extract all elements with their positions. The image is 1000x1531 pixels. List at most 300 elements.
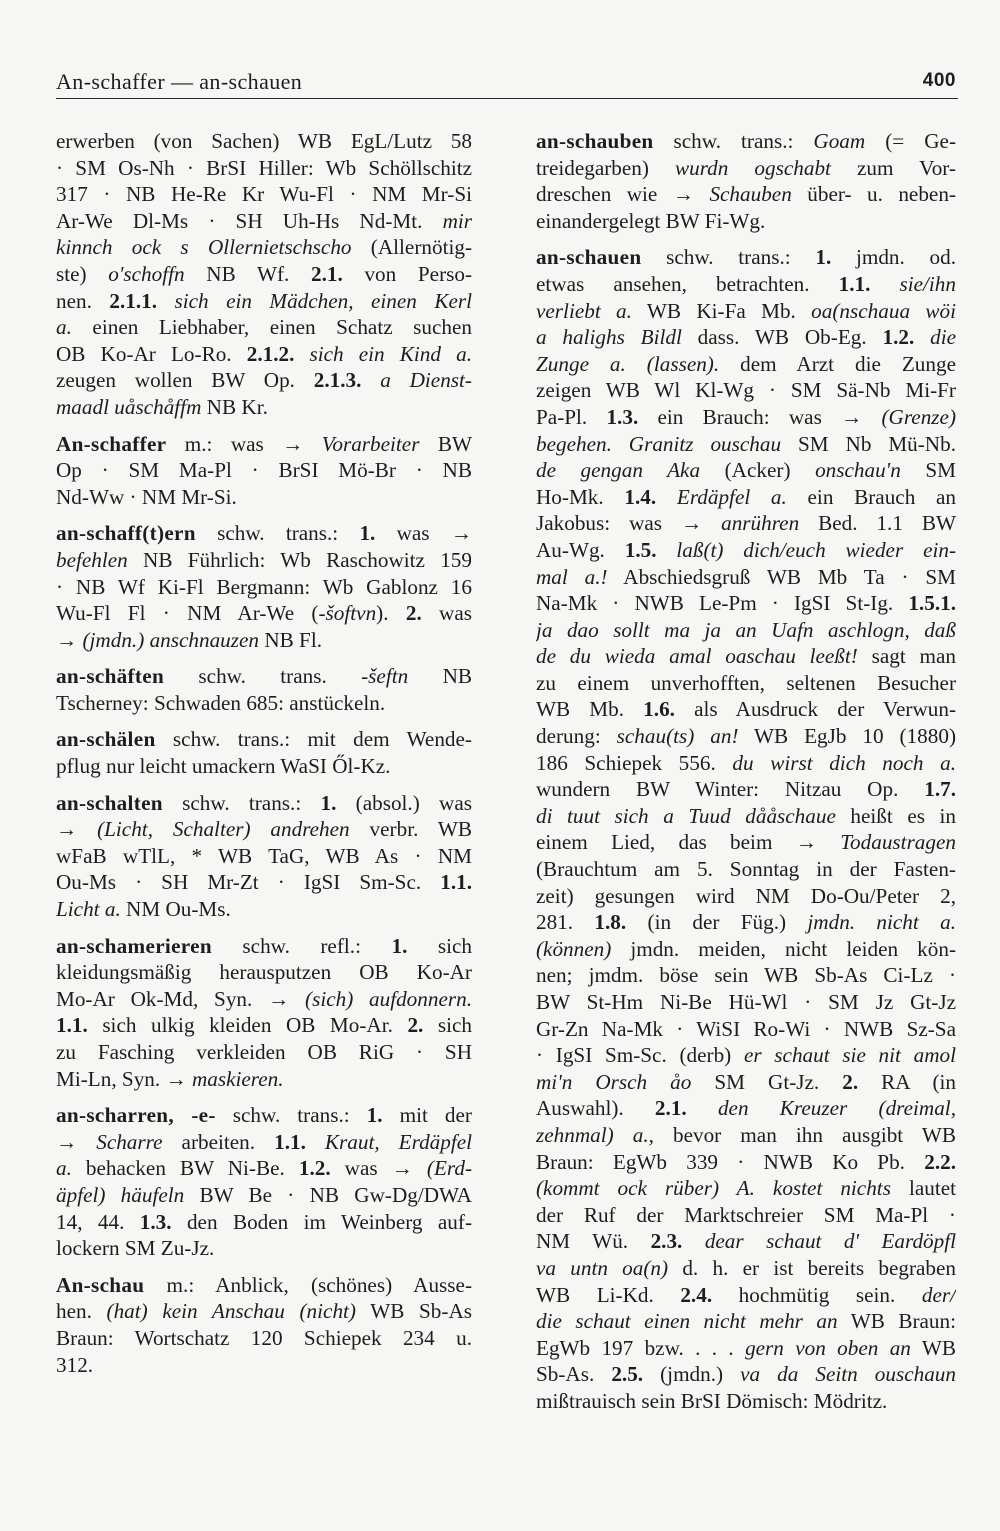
entry-text: einem Lied, das beim →: [536, 830, 841, 855]
entry-line: [56, 574, 472, 601]
entry-text: 2.: [842, 1069, 859, 1094]
entry-text: wurdn ogschabt: [675, 155, 831, 180]
entry-text: treidegarben): [536, 155, 675, 180]
entry-text: -šoftvn: [318, 601, 377, 626]
entry-text: 1.5.: [624, 537, 657, 562]
entry-line: [536, 856, 956, 883]
entry-line: [56, 1298, 472, 1325]
entry-line: [536, 1282, 956, 1309]
entry-text: SM Gt-Jz.: [691, 1069, 843, 1094]
entry-text: RA (in: [858, 1069, 956, 1094]
entry-text: wFaB wTlL, * WB TaG, WB As · NM: [56, 843, 472, 868]
entry-text: 2.4.: [680, 1282, 713, 1307]
entry-text: a.: [56, 1156, 72, 1181]
entry-text: derung:: [536, 724, 617, 749]
entry-headword: an-schauben: [536, 129, 654, 153]
entry-text: dear schaut d' Eardöpfl: [704, 1229, 956, 1254]
entry-text: 14, 44.: [56, 1209, 140, 1234]
entry-text: äpfel) häufeln: [56, 1182, 185, 1207]
entry-text: (Grenze): [881, 404, 956, 429]
entry-headword: an-schauen: [536, 245, 642, 270]
entry-line: [536, 510, 956, 537]
entry-text: Schauben: [709, 182, 792, 207]
entry-text: als Ausdruck der Verwun-: [674, 697, 956, 722]
entry-text: [157, 289, 174, 313]
entry-text: befehlen: [56, 547, 128, 572]
entry-line: [56, 1325, 472, 1352]
entry-text: 2.1.: [654, 1096, 687, 1121]
entry-line: [536, 1388, 956, 1415]
entry-line: [56, 314, 472, 341]
entry-text: 1.: [366, 1103, 383, 1128]
entry-text: die: [930, 325, 956, 350]
entry-text: Braun: EgWb 339 · NWB Ko Pb.: [536, 1149, 925, 1174]
entry-line: [536, 208, 956, 235]
entry-text: sie/ihn: [899, 271, 956, 296]
entry-line: [56, 790, 472, 817]
entry-text: schw. trans.: [164, 664, 362, 689]
entry-headword: an-schaff(t)ern: [56, 521, 196, 546]
entry-headword: An-schau: [56, 1272, 145, 1297]
entry-text: EgWb 197 bzw. . . .: [536, 1335, 746, 1360]
entry-line: [56, 261, 472, 288]
dictionary-entry: [56, 933, 472, 1093]
entry-text: 1.: [320, 790, 337, 815]
entry-text: WB Sb-As: [355, 1299, 472, 1324]
entry-text: dem Arzt die Zunge: [719, 351, 956, 376]
entry-text: Sb-As.: [536, 1362, 612, 1387]
entry-text: 1.4.: [624, 484, 657, 509]
entry-text: lockern SM Zu-Jz.: [56, 1236, 215, 1261]
entry-line: [56, 128, 472, 155]
entry-line: [56, 959, 472, 986]
entry-text: WB Braun:: [837, 1309, 956, 1334]
entry-text: verliebt a.: [536, 298, 632, 323]
entry-text: NB Kr.: [201, 394, 268, 419]
entry-headword: an-schäften: [56, 664, 165, 689]
entry-text: [361, 368, 380, 392]
entry-line: [56, 155, 472, 182]
entry-text: NB Fl.: [259, 627, 323, 652]
entry-text: m.: Anblick, (schönes) Ausse-: [144, 1272, 472, 1297]
entry-text: Pa-Pl.: [536, 404, 607, 429]
entry-text: (in der Füg.): [626, 910, 808, 935]
entry-text: onschau'n: [815, 458, 901, 483]
entry-text: schw. trans.:: [162, 790, 321, 815]
dictionary-entry: [56, 790, 472, 923]
entry-text: ein Brauch: was →: [638, 404, 882, 429]
entry-text: 1.3.: [606, 404, 639, 429]
entry-text: Erdäpfel a.: [676, 484, 787, 509]
entry-text: Braun: Wortschatz 120 Schiepek 234 u.: [56, 1325, 472, 1350]
entry-line: [56, 1209, 472, 1236]
entry-text: behacken BW Ni-Be.: [71, 1156, 299, 1181]
entry-text: 2.: [405, 601, 422, 626]
entry-text: o'schoffn: [108, 261, 185, 286]
entry-text: sich ein Mädchen, einen Kerl: [174, 288, 472, 313]
page-header: [56, 66, 958, 99]
entry-text: lautet: [890, 1176, 956, 1201]
entry-line: [56, 457, 472, 484]
entry-text: sich ein Kind a.: [309, 341, 472, 366]
entry-text: a halighs Bildl: [536, 325, 682, 350]
entry-text: 2.1.2.: [246, 341, 295, 366]
running-head: An-schaffer — an-schauen: [56, 69, 303, 94]
entry-text: 1.: [391, 933, 408, 958]
entry-text: ).: [376, 601, 406, 626]
entry-text: zeugen wollen BW Op.: [56, 368, 314, 393]
entry-line: [56, 181, 472, 208]
entry-text: WB EgJb 10 (1880): [738, 724, 956, 749]
entry-text: BW: [419, 431, 472, 456]
entry-text: BW Be · NB Gw-Dg/DWA: [184, 1182, 472, 1207]
entry-text: de du wieda amal oaschau leeßt!: [536, 644, 858, 669]
entry-text: NB Wf.: [184, 261, 311, 286]
entry-line: [536, 962, 956, 989]
entry-line: [56, 753, 472, 780]
entry-text: Ho-Mk.: [536, 484, 625, 509]
entry-text: Tscherney: Schwaden 685: anstückeln.: [56, 690, 386, 715]
entry-text: schw. trans.:: [653, 129, 814, 153]
entry-line: [536, 1202, 956, 1229]
entry-line: [56, 986, 472, 1013]
entry-text: →: [56, 817, 98, 842]
entry-text: ste): [56, 261, 109, 286]
entry-line: [536, 803, 956, 830]
entry-line: [56, 234, 472, 261]
entry-text: Au-Wg.: [536, 537, 625, 562]
entry-text: schw. trans.:: [641, 245, 816, 270]
entry-headword: an-schälen: [56, 727, 156, 752]
entry-text: Jakobus: was →: [536, 511, 722, 536]
entry-line: [536, 696, 956, 723]
entry-text: schw. refl.:: [211, 933, 392, 958]
entry-text: jmdn. nicht a.: [807, 910, 956, 935]
entry-line: [536, 431, 956, 458]
entry-text: [870, 272, 899, 296]
entry-line: [536, 457, 956, 484]
entry-text: dass. WB Ob-Eg.: [681, 325, 883, 350]
entry-text: einandergelegt BW Fi-Wg.: [536, 208, 766, 233]
entry-text: kinnch ock s Ollernietschscho: [56, 235, 352, 260]
entry-text: →: [56, 1129, 97, 1154]
entry-text: 1.7.: [924, 777, 956, 802]
entry-line: [56, 484, 472, 511]
dictionary-entry: [536, 128, 956, 234]
entry-text: mißtrauisch sein BrSI Dömisch: Mödritz.: [536, 1388, 888, 1413]
entry-text: →: [56, 627, 83, 652]
entry-text: NM Ou-Ms.: [120, 897, 231, 922]
entry-text: der Ruf der Marktschreier SM Ma-Pl ·: [536, 1202, 956, 1227]
entry-text: m.: was →: [166, 431, 322, 456]
entry-text: Gr-Zn Na-Mk · WiSI Ro-Wi · NWB Sz-Sa: [536, 1016, 956, 1041]
entry-text: nen.: [56, 288, 110, 313]
entry-text: mal a.!: [536, 564, 608, 589]
entry-line: [536, 1228, 956, 1255]
entry-line: [56, 1066, 472, 1093]
entry-line: [56, 288, 472, 315]
entry-text: hochmütig sein.: [712, 1282, 922, 1307]
entry-text: (Licht, Schalter) andrehen: [97, 817, 350, 842]
entry-line: [536, 404, 956, 431]
page-number: 400: [922, 70, 956, 91]
entry-text: Kraut, Erdäpfel: [324, 1129, 472, 1154]
entry-text: Vorarbeiter: [321, 431, 420, 456]
entry-line: [56, 367, 472, 394]
entry-text: NM Wü.: [536, 1229, 651, 1254]
entry-text: Scharre: [96, 1129, 163, 1154]
entry-text: arbeiten.: [162, 1129, 275, 1154]
entry-text: zeit) gesungen wird NM Do-Ou/Peter 2,: [536, 883, 956, 908]
entry-text: schw. trans.:: [195, 521, 360, 546]
entry-text: die schaut einen nicht mehr an: [536, 1309, 838, 1334]
entry-line: [56, 1272, 472, 1299]
entry-text: mit der: [382, 1103, 472, 1128]
entry-text: -šeftn: [361, 664, 409, 689]
entry-line: [536, 244, 956, 271]
dictionary-entry: [56, 1272, 472, 1378]
entry-text: · NB Wf Ki-Fl Bergmann: Wb Gablonz 16: [56, 574, 472, 599]
entry-text: Todaustragen: [840, 830, 956, 855]
entry-line: [56, 816, 472, 843]
entry-text: Auswahl).: [536, 1096, 655, 1121]
entry-text: (absol.) was: [336, 790, 472, 815]
entry-text: verbr. WB: [349, 817, 472, 842]
entry-line: [536, 590, 956, 617]
entry-line: [536, 670, 956, 697]
entry-text: 1.2.: [882, 325, 915, 350]
entry-text: 2.1.3.: [313, 368, 362, 393]
entry-text: bevor man ihn ausgibt WB: [653, 1122, 956, 1147]
entry-text: 1.8.: [594, 910, 627, 935]
entry-text: Bed. 1.1 BW: [799, 511, 956, 536]
entry-text: 1.3.: [139, 1209, 172, 1234]
entry-text: erwerben (von Sachen) WB EgL/Lutz 58: [56, 129, 472, 153]
entry-text: Wu-Fl Fl · NM Ar-We (: [56, 601, 319, 626]
entry-line: [536, 155, 956, 182]
entry-line: [536, 1042, 956, 1069]
entry-line: [56, 869, 472, 896]
entry-text: [306, 1130, 325, 1154]
entry-text: di tuut sich a Tuud dååschaue: [536, 803, 836, 828]
entry-text: Abschiedsgruß WB Mb Ta · SM: [607, 564, 956, 589]
entry-text: WB Li-Kd.: [536, 1282, 681, 1307]
entry-text: Goam: [813, 129, 866, 153]
entry-text: (können): [536, 936, 612, 961]
entry-line: [56, 726, 472, 753]
entry-text: Ar-We Dl-Ms · SH Uh-Hs Nd-Mt.: [56, 208, 443, 233]
entry-text: über- u. neben-: [791, 182, 956, 207]
entry-text: [656, 485, 677, 509]
entry-text: WB Mb.: [536, 697, 644, 722]
entry-text: er schaut sie nit amol: [743, 1043, 956, 1068]
entry-line: [536, 484, 956, 511]
entry-text: maskieren.: [191, 1066, 284, 1091]
entry-text: (Allernötig-: [351, 235, 472, 260]
entry-text: schau(ts) an!: [616, 724, 739, 749]
entry-text: was →: [330, 1156, 427, 1181]
entry-text: a Dienst-: [380, 368, 472, 393]
entry-line: [536, 936, 956, 963]
entry-line: [536, 351, 956, 378]
entry-text: kleidungsmäßig herausputzen OB Ko-Ar: [56, 960, 472, 985]
entry-text: (Acker): [700, 458, 816, 483]
entry-text: was: [421, 601, 472, 626]
entry-text: Zunge a. (lassen).: [536, 351, 720, 376]
entry-text: OB Ko-Ar Lo-Ro.: [56, 341, 247, 366]
entry-text: was →: [375, 521, 472, 546]
entry-text: (Erd-: [426, 1156, 472, 1181]
entry-line: [536, 1361, 956, 1388]
entry-line: [536, 723, 956, 750]
entry-line: [56, 1182, 472, 1209]
left-column: [56, 128, 472, 1388]
entry-text: 1.1.: [440, 870, 472, 895]
entry-headword: an-schalten: [56, 790, 163, 815]
entry-line: [536, 1335, 956, 1362]
entry-line: [536, 377, 956, 404]
entry-line: [56, 547, 472, 574]
entry-text: (kommt ock rüber) A. kostet nichts: [536, 1176, 891, 1201]
entry-text: (hat) kein Anschau (nicht): [106, 1299, 356, 1324]
entry-text: einen Liebhaber, einen Schatz suchen: [71, 315, 472, 340]
entry-text: hen.: [56, 1299, 107, 1324]
entry-line: [536, 181, 956, 208]
entry-line: [56, 1012, 472, 1039]
entry-text: WB Ki-Fa Mb.: [631, 298, 812, 323]
entry-text: SM Nb Mü-Nb.: [781, 431, 956, 456]
entry-text: 2.5.: [611, 1362, 644, 1387]
entry-line: [56, 1129, 472, 1156]
entry-text: maadl uåschåffm: [56, 394, 202, 419]
entry-line: [536, 829, 956, 856]
entry-text: Mi-Ln, Syn. →: [56, 1066, 192, 1091]
entry-line: [536, 298, 956, 325]
entry-text: gern von oben an: [745, 1335, 911, 1360]
entry-line: [56, 208, 472, 235]
entry-text: etwas ansehen, betrachten.: [536, 271, 839, 296]
entry-text: begehen. Granitz ouschau: [536, 431, 782, 456]
entry-text: nen; jmdm. böse sein WB Sb-As Ci-Lz ·: [536, 963, 956, 988]
entry-text: 1.1.: [56, 1013, 88, 1038]
entry-line: [56, 663, 472, 690]
entry-text: Licht a.: [56, 897, 121, 922]
entry-line: [536, 643, 956, 670]
entry-text: jmdn. meiden, nicht leiden kön-: [611, 936, 956, 961]
entry-text: 1.5.1.: [908, 591, 956, 616]
dictionary-entry: [56, 431, 472, 511]
entry-text: · SM Os-Nh · BrSI Hiller: Wb Schöllschitz: [56, 155, 472, 180]
entry-line: [56, 843, 472, 870]
entry-text: (jmdn.): [643, 1362, 741, 1387]
entry-text: 2.1.: [311, 261, 343, 286]
dictionary-entry: [56, 128, 472, 421]
entry-line: [536, 271, 956, 298]
entry-text: Op · SM Ma-Pl · BrSI Mö-Br · NB: [56, 458, 472, 483]
entry-text: anrühren: [721, 511, 800, 536]
right-column: [536, 128, 956, 1425]
entry-line: [536, 537, 956, 564]
entry-text: oa(nschaua wöi: [811, 298, 956, 323]
entry-line: [536, 1149, 956, 1176]
entry-text: schw. trans.: mit dem Wende-: [155, 727, 472, 752]
entry-text: von Perso-: [342, 261, 472, 286]
entry-text: 1.6.: [643, 697, 675, 722]
entry-text: (sich) aufdonnern.: [305, 986, 472, 1011]
entry-text: sich: [423, 1013, 472, 1038]
entry-text: jmdn. od.: [831, 245, 956, 270]
entry-line: [536, 776, 956, 803]
entry-text: zehnmal) a.,: [536, 1122, 654, 1147]
entry-headword: an-schamerieren: [56, 933, 212, 958]
entry-line: [56, 896, 472, 923]
entry-text: va untn oa(n): [536, 1255, 669, 1280]
entry-text: [687, 1096, 718, 1120]
entry-text: dreschen wie →: [536, 182, 710, 207]
entry-line: [56, 933, 472, 960]
entry-line: [536, 1308, 956, 1335]
entry-text: 1.: [359, 521, 376, 546]
entry-text: (jmdn.) anschnauzen: [82, 627, 260, 652]
dictionary-entry: [536, 244, 956, 1414]
entry-text: zu einem unverhofften, seltenen Besucher: [536, 670, 956, 695]
entry-text: d. h. er ist bereits begraben: [668, 1255, 956, 1280]
entry-text: 2.1.1.: [109, 288, 158, 313]
entry-text: Nd-Ww · NM Mr-Si.: [56, 484, 237, 509]
entry-text: 312.: [56, 1352, 94, 1377]
entry-text: WB: [910, 1335, 956, 1360]
entry-text: ein Brauch an: [786, 484, 956, 509]
entry-text: der/: [921, 1282, 956, 1307]
entry-line: [56, 1039, 472, 1066]
entry-text: 186 Schiepek 556.: [536, 750, 733, 775]
entry-text: 1.1.: [274, 1129, 306, 1154]
entry-text: · IgSI Sm-Sc. (derb): [536, 1043, 744, 1068]
entry-text: SM: [900, 458, 956, 483]
entry-headword: An-schaffer: [56, 431, 167, 456]
entry-text: laß(t) dich/euch wieder ein-: [676, 537, 956, 562]
entry-text: zum Vor-: [830, 155, 956, 180]
entry-text: [914, 325, 930, 349]
entry-text: ja dao sollt ma ja an Uafn aschlogn, daß: [536, 617, 956, 642]
entry-text: (= Ge-: [865, 129, 956, 153]
entry-text: a.: [56, 315, 72, 340]
entry-line: [56, 431, 472, 458]
entry-text: de gengan Aka: [536, 458, 701, 483]
entry-text: 1.: [815, 245, 832, 270]
entry-text: sich ulkig kleiden OB Mo-Ar.: [87, 1013, 408, 1038]
entry-text: mi'n Orsch åo: [536, 1069, 692, 1094]
entry-text: 1.1.: [838, 271, 871, 296]
entry-line: [536, 909, 956, 936]
entry-line: [536, 128, 956, 155]
dictionary-entry: [56, 520, 472, 653]
entry-text: Ou-Ms · SH Mr-Zt · IgSI Sm-Sc.: [56, 870, 441, 895]
entry-text: 2.3.: [650, 1229, 683, 1254]
entry-line: [56, 1235, 472, 1262]
entry-text: sagt man: [857, 644, 956, 669]
entry-text: 281.: [536, 910, 595, 935]
entry-line: [56, 627, 472, 654]
entry-line: [536, 617, 956, 644]
entry-text: [294, 342, 309, 366]
entry-line: [56, 341, 472, 368]
entry-line: [56, 1102, 472, 1129]
entry-line: [56, 1352, 472, 1379]
dictionary-entry: [56, 726, 472, 779]
entry-line: [536, 883, 956, 910]
entry-line: [536, 1175, 956, 1202]
